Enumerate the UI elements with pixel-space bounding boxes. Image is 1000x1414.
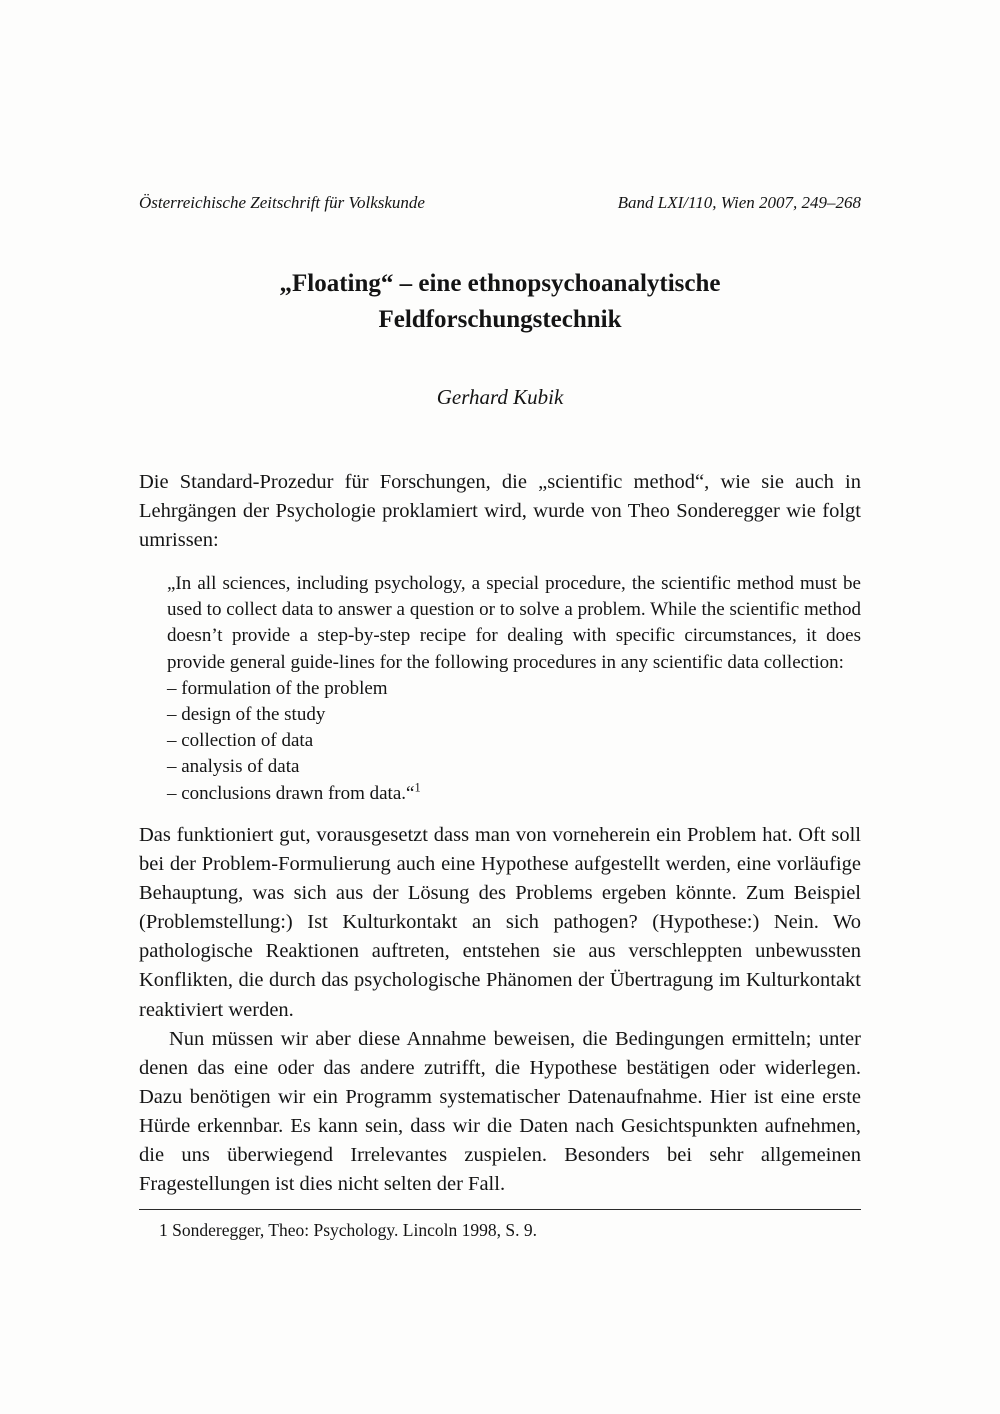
quote-list-item: – formulation of the problem xyxy=(167,677,388,699)
running-head xyxy=(139,192,861,214)
block-quote xyxy=(167,571,861,807)
footnote-area xyxy=(139,1209,861,1243)
quote-list-item-text: – conclusions drawn from data.“ xyxy=(167,782,415,804)
footnote-reference: 1 xyxy=(414,780,421,795)
quote-intro: „In all sciences, including psychology, a special procedure, the scientific method must be used to collect data to answer a question or to solve a problem. While the scientific method doesn’t provide a step-by-step recipe for dealing with specific circumstances, it does provide general guide-lines for the following procedures in any scientific data collection: xyxy=(167,572,861,673)
article-title-line1: „Floating“ – eine ethnopsychoanalytische xyxy=(279,270,721,298)
paragraph-discussion: Das funktioniert gut, vorausgesetzt dass man von vorneherein ein Problem hat. Oft soll bei der Problem-Formulierung auch eine Hypothese aufgestellt werden, eine vorläufige Behauptung, was sich aus der Lösung des Problems ergeben könnte. Zum Beispiel (Problemstellung:) Ist Kulturkontakt an sich pathogen? (Hypothese:) Nein. Wo pathologische Reaktionen auftreten, entstehen sie aus verschleppten unbewussten Konflikten, die durch das psychologische Phänomen der Übertragung im Kulturkontakt reaktiviert werden. xyxy=(139,823,861,1021)
quote-list-item: – analysis of data xyxy=(167,756,300,778)
paragraph-hypothesis: Nun müssen wir aber diese Annahme beweisen, die Bedingungen ermitteln; unter denen das eine oder das andere zutrifft, die Hypothese bestätigen oder widerlegen. Dazu benötigen wir ein Programm systematischer Datenaufnahme. Hier ist eine erste Hürde erkennbar. Es kann sein, dass wir die Daten nach Gesichtspunkten aufnehmen, die uns überwiegend Irrelevantes zuspielen. Besonders bei sehr allgemeinen Fragestellungen ist dies nicht selten der Fall. xyxy=(139,1027,861,1196)
quote-list-item-last xyxy=(167,781,861,807)
article-title-line2: Feldforschungstechnik xyxy=(378,306,622,334)
article-title xyxy=(139,266,861,339)
quote-list-item: – collection of data xyxy=(167,730,314,752)
paragraph-intro: Die Standard-Prozedur für Forschungen, die „scientific method“, wie sie auch in Lehrgängen der Psychologie proklamiert wird, wurde von Theo Sonderegger wie folgt umrissen: xyxy=(139,470,861,551)
quote-list-item: – design of the study xyxy=(167,704,326,726)
journal-name: Österreichische Zeitschrift für Volkskunde xyxy=(139,193,425,212)
footnote-text: 1 Sonderegger, Theo: Psychology. Lincoln 1998, S. 9. xyxy=(159,1220,537,1241)
issue-info: Band LXI/110, Wien 2007, 249–268 xyxy=(617,193,861,212)
author-name: Gerhard Kubik xyxy=(436,384,564,409)
